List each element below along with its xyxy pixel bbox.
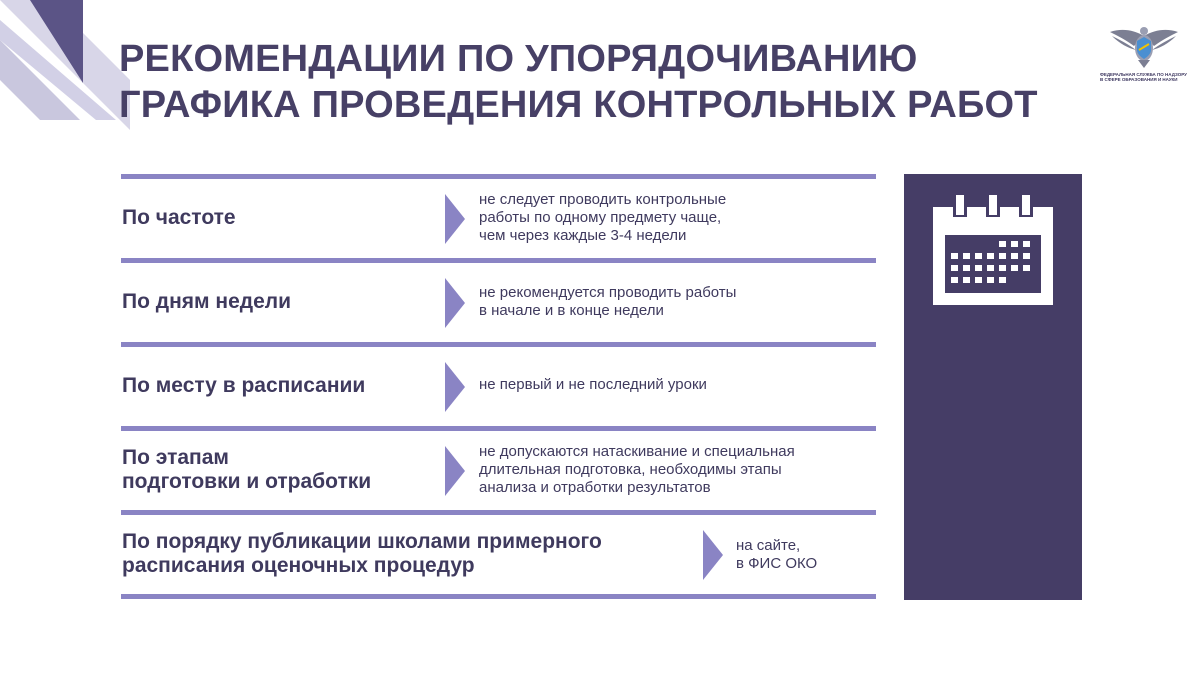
side-panel xyxy=(904,174,1082,600)
logo-caption-line-1: ФЕДЕРАЛЬНАЯ СЛУЖБА ПО НАДЗОРУ xyxy=(1100,72,1187,77)
rosobrnadzor-logo xyxy=(1094,22,1194,94)
row-label-weekdays: По дням недели xyxy=(122,290,292,313)
title-line-2: ГРАФИКА ПРОВЕДЕНИЯ КОНТРОЛЬНЫХ РАБОТ xyxy=(119,84,1038,126)
row-desc-publication-order: на сайте, в ФИС ОКО xyxy=(736,537,818,572)
row-label-publication-order: По порядку публикации школами примерного расписания оценочных процедур xyxy=(122,530,602,577)
arrow-right-icon xyxy=(445,278,465,328)
divider-line xyxy=(121,510,876,515)
divider-line xyxy=(121,258,876,263)
arrow-right-icon xyxy=(445,362,465,412)
row-desc-schedule-place: не первый и не последний уроки xyxy=(479,376,707,393)
page-title xyxy=(119,36,1038,128)
divider-line xyxy=(121,594,876,599)
corner-decoration xyxy=(0,0,130,130)
divider-line xyxy=(121,342,876,347)
arrow-right-icon xyxy=(445,446,465,496)
arrow-right-icon xyxy=(445,194,465,244)
title-line-1: РЕКОМЕНДАЦИИ ПО УПОРЯДОЧИВАНИЮ xyxy=(119,38,918,80)
calendar-icon xyxy=(933,193,1053,305)
row-label-frequency: По частоте xyxy=(122,206,236,229)
row-label-preparation-stages: По этапам подготовки и отработки xyxy=(122,446,372,493)
divider-line xyxy=(121,426,876,431)
row-desc-weekdays: не рекомендуется проводить работы в начале и в конце недели xyxy=(479,284,737,319)
eagle-emblem-icon xyxy=(1108,22,1180,70)
divider-line xyxy=(121,174,876,179)
logo-caption xyxy=(1100,72,1194,82)
row-desc-preparation-stages: не допускаются натаскивание и специальная длительная подготовка, необходимы этапы анализа и отработки результатов xyxy=(479,443,795,496)
row-desc-frequency: не следует проводить контрольные работы по одному предмету чаще, чем через каждые 3-4 недели xyxy=(479,191,727,244)
row-label-schedule-place: По месту в расписании xyxy=(122,374,366,397)
logo-caption-line-2: В СФЕРЕ ОБРАЗОВАНИЯ И НАУКИ xyxy=(1100,77,1178,82)
arrow-right-icon xyxy=(703,530,723,580)
